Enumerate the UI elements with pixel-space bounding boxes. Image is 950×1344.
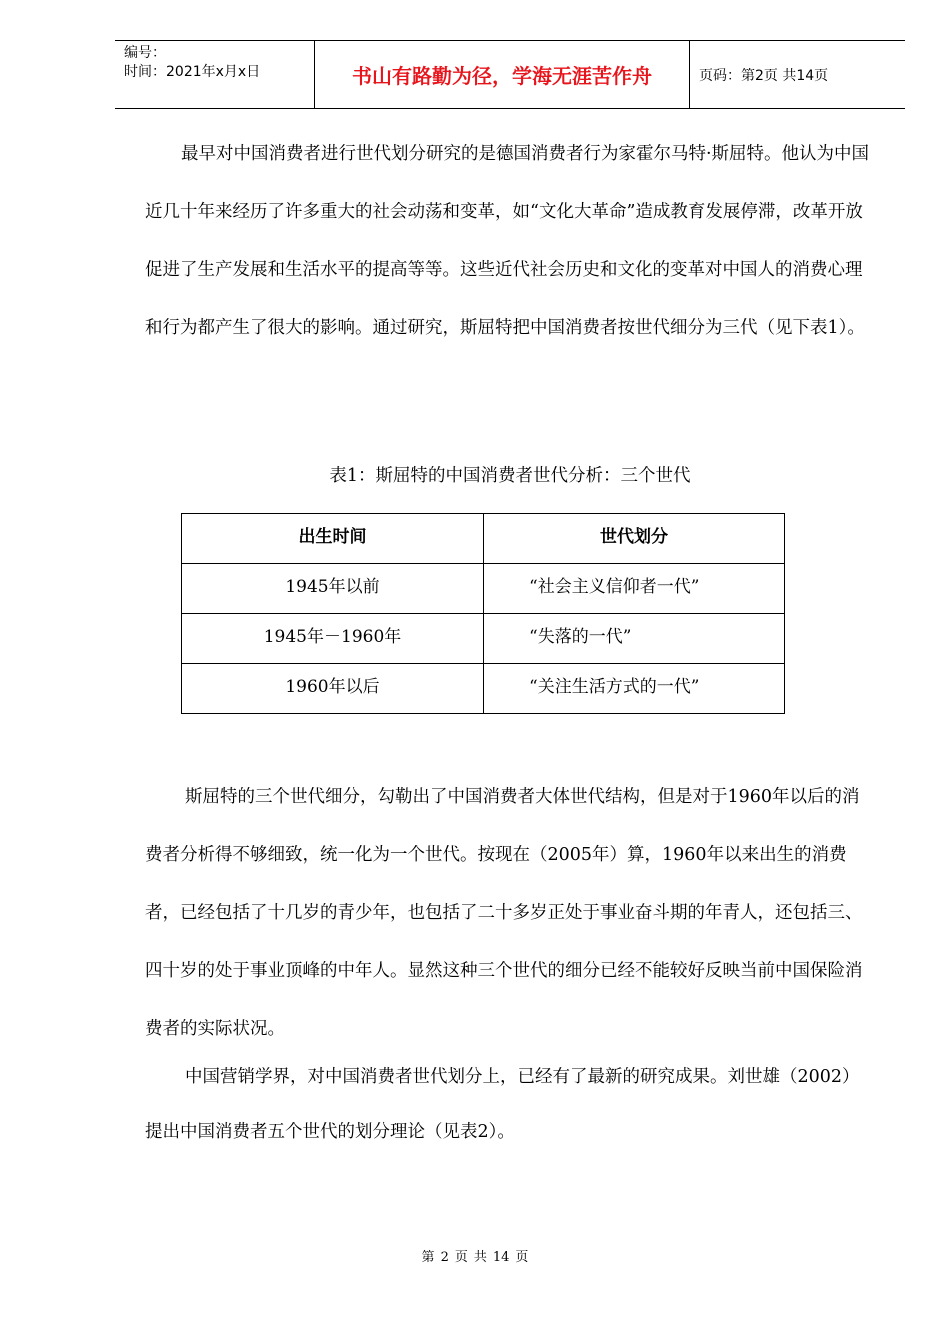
page-footer — [0, 1246, 950, 1265]
table-header-row — [182, 514, 785, 564]
header-motto: 书山有路勤为径，学海无涯苦作舟 — [315, 41, 690, 108]
footer-di: 第 — [421, 1250, 435, 1265]
footer-ye: 页 — [454, 1250, 468, 1265]
paragraph-research: 中国营销学界，对中国消费者世代划分上，已经有了最新的研究成果。刘世雄（2002）提出中国消费者五个世代的划分理论（见表2）。 — [145, 1067, 860, 1142]
header-number-label: 编号： — [124, 45, 166, 61]
table-cell-generation: “社会主义信仰者一代” — [484, 564, 785, 614]
table-cell-birth: 1960年以后 — [182, 664, 484, 714]
page-header — [115, 40, 905, 109]
paragraph-intro: 最早对中国消费者进行世代划分研究的是德国消费者行为家霍尔马特·斯屈特。他认为中国近几十年来经历了许多重大的社会动荡和变革，如“文化大革命”造成教育发展停滞，改革开放促进了生产发展和生活水平的提高等等。这些近代社会历史和文化的变革对中国人的消费心理和行为都产生了很大的影响。通过研究，斯屈特把中国消费者按世代细分为三代（见下表1）。 — [145, 144, 870, 338]
table-cell-birth: 1945年－1960年 — [182, 614, 484, 664]
table-row — [182, 614, 785, 664]
paragraph-critique: 斯屈特的三个世代细分，勾勒出了中国消费者大体世代结构，但是对于1960年以后的消费者分析得不够细致，统一化为一个世代。按现在（2005年）算，1960年以来出生的消费者，已经包括了十几岁的青少年，也包括了二十多岁正处于事业奋斗期的年青人，还包括三、四十岁的处于事业顶峰的中年人。显然这种三个世代的细分已经不能较好反映当前中国保险消费者的实际状况。 — [145, 787, 863, 1039]
header-meta — [115, 41, 315, 108]
table-caption: 表1：斯屈特的中国消费者世代分析：三个世代 — [329, 466, 691, 486]
table-cell-birth: 1945年以前 — [182, 564, 484, 614]
footer-page-number: 2 — [440, 1250, 449, 1265]
footer-total-pages: 14 — [492, 1250, 510, 1265]
footer-gong: 共 — [473, 1250, 487, 1265]
generation-table — [181, 513, 785, 714]
table-header-cell: 出生时间 — [182, 514, 484, 564]
table-row — [182, 664, 785, 714]
table-cell-generation: “失落的一代” — [484, 614, 785, 664]
table-row — [182, 564, 785, 614]
header-time: 时间：2021年x月x日 — [124, 64, 261, 80]
header-page-label: 页码：第2页 共14页 — [699, 67, 829, 84]
table-header-cell: 世代划分 — [484, 514, 785, 564]
footer-ye2: 页 — [515, 1250, 529, 1265]
table-cell-generation: “关注生活方式的一代” — [484, 664, 785, 714]
